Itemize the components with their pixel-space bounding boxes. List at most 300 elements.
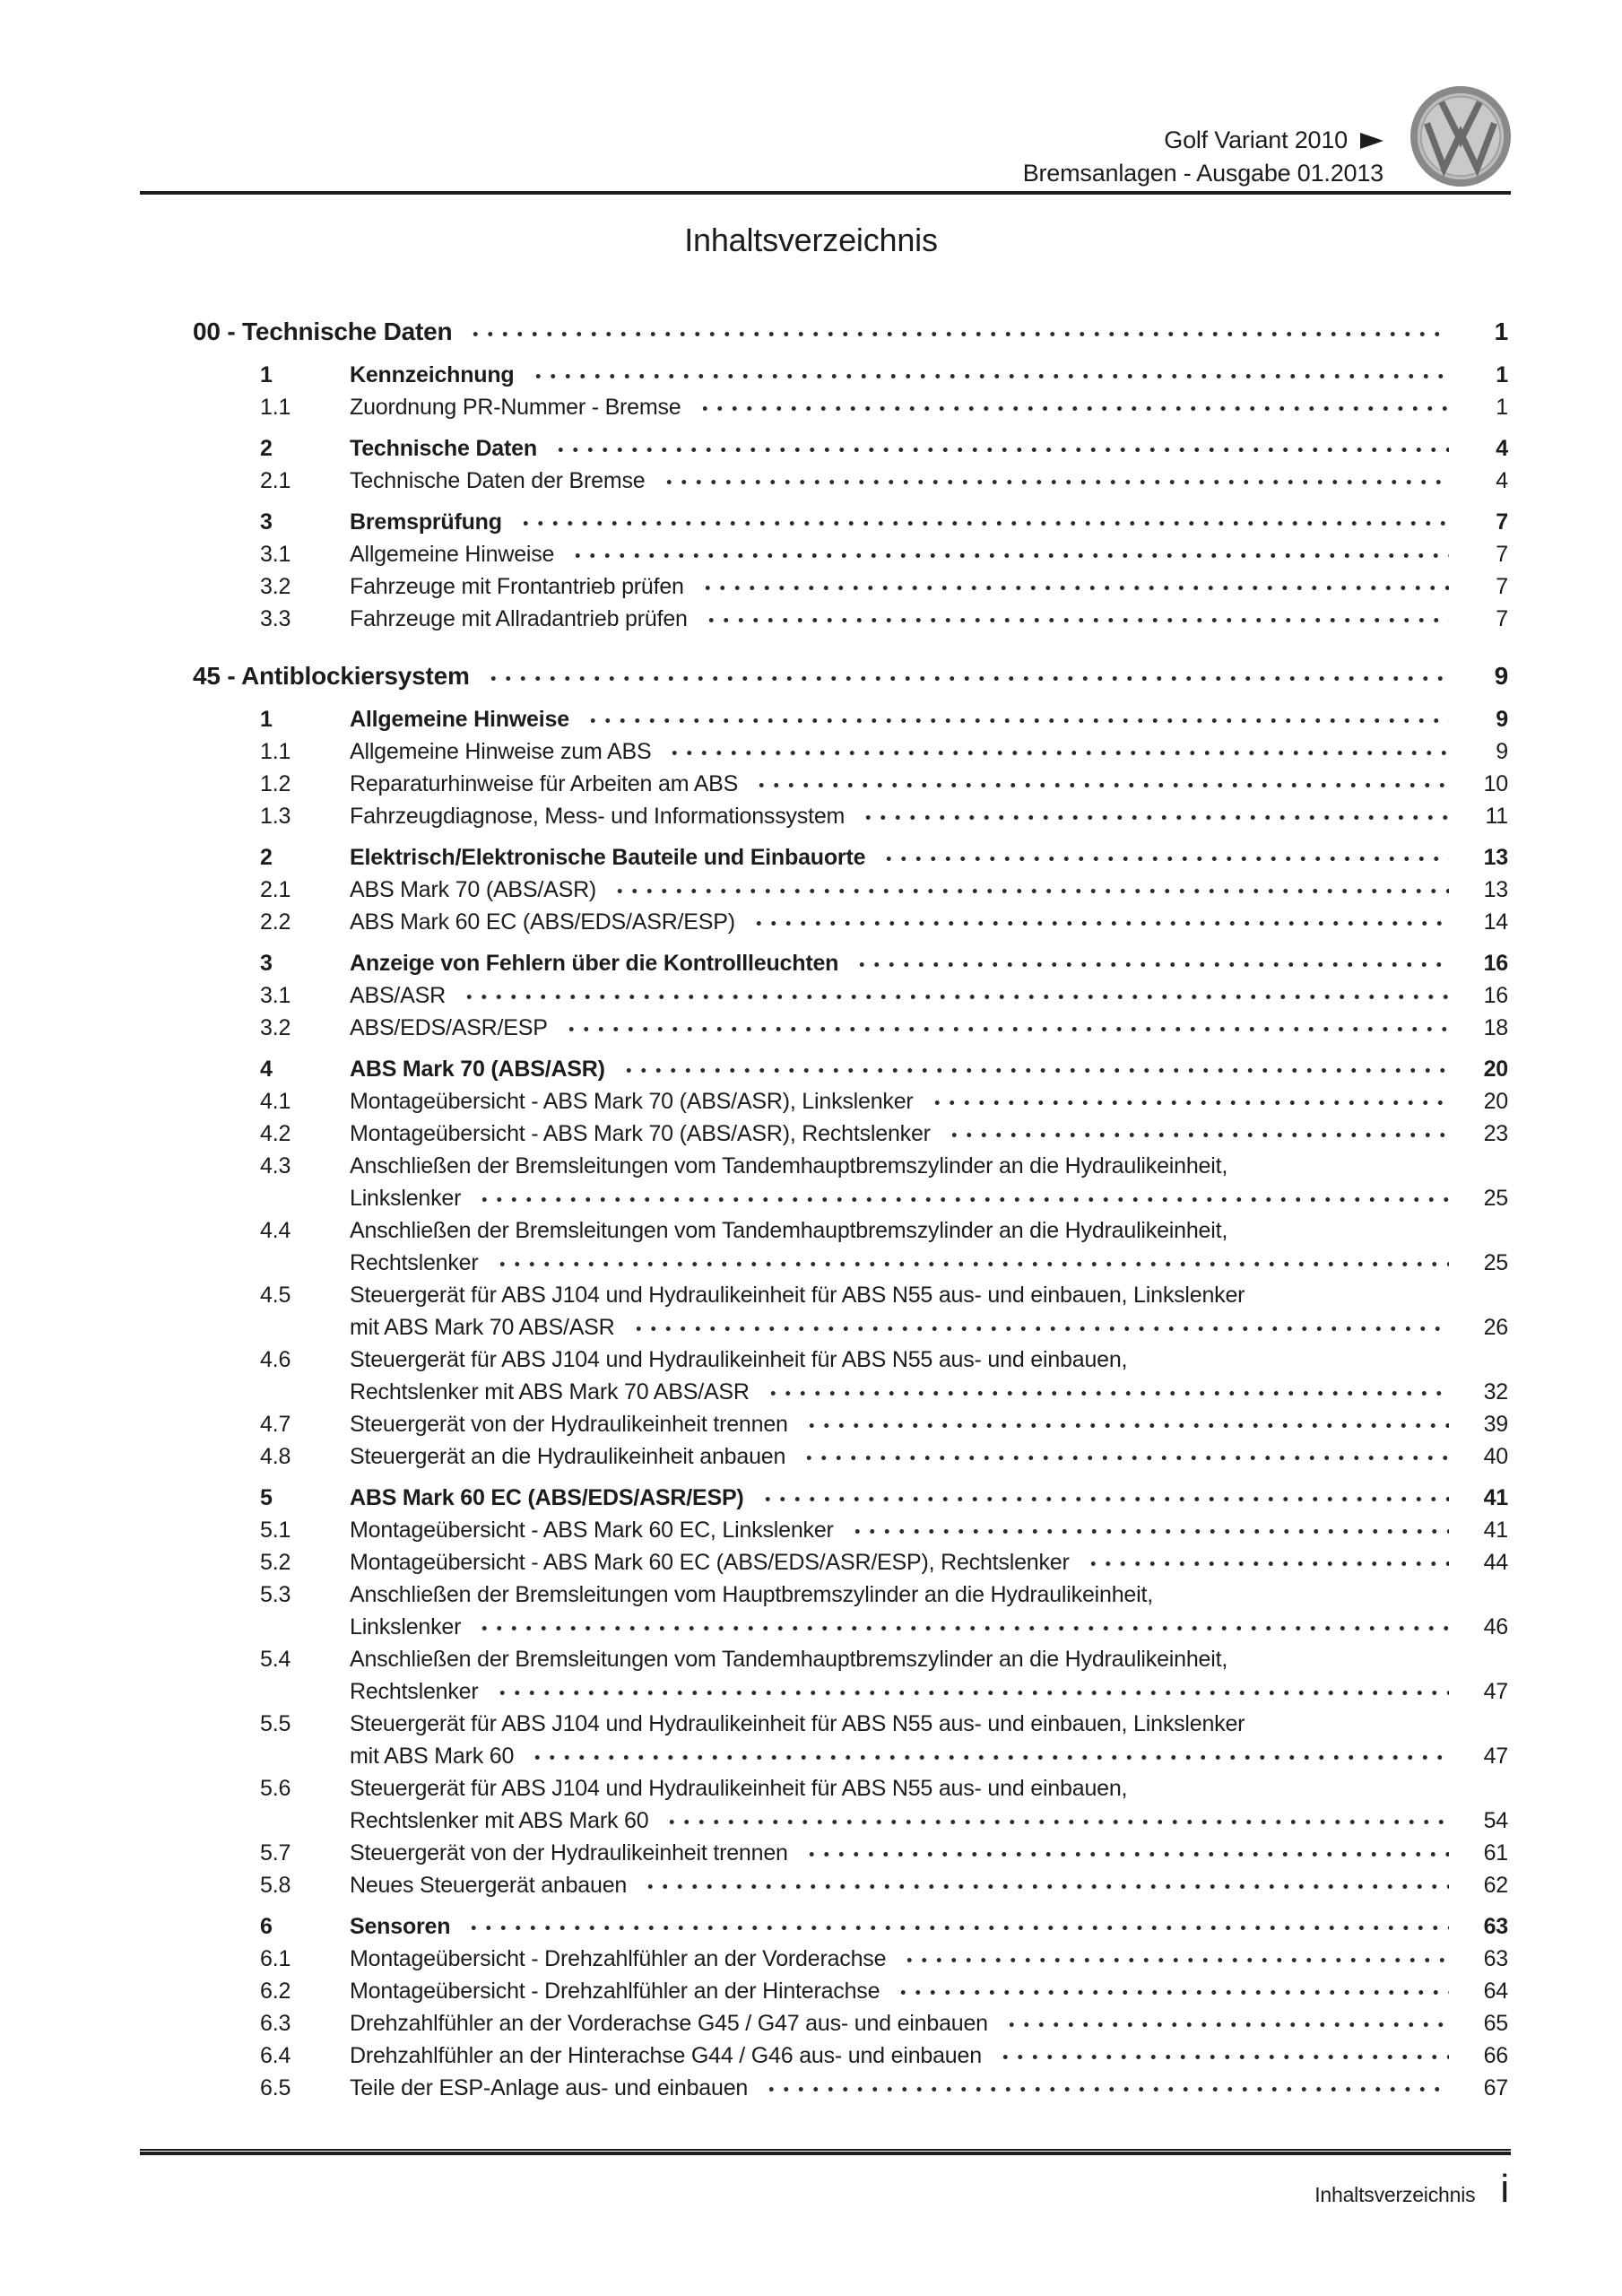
toc-entry-number: 3.1 xyxy=(260,542,291,567)
toc-entry-body xyxy=(350,947,1508,979)
toc-entry-number: 4 xyxy=(260,1057,273,1082)
toc-entry-line xyxy=(350,432,1508,465)
toc-entry[interactable] xyxy=(193,1085,1508,1118)
dot-leader xyxy=(1004,2007,1449,2039)
toc-entry-page: 64 xyxy=(1483,1979,1508,2004)
toc-entry-title: ABS Mark 60 EC (ABS/EDS/ASR/ESP) xyxy=(350,1485,744,1510)
toc-entry-body xyxy=(350,603,1508,635)
toc-entry-title: Drehzahlfühler an der Vorderachse G45 / G47 aus- und einbauen xyxy=(350,2011,988,2036)
toc-chapter-page: 9 xyxy=(1494,662,1508,690)
toc-entry-title: Anschließen der Bremsleitungen vom Tandemhauptbremszylinder an die Hydraulikeinheit, xyxy=(350,1153,1228,1178)
toc-entry-page: 40 xyxy=(1483,1444,1508,1469)
toc-entry-title: Bremsprüfung xyxy=(350,509,502,535)
dot-leader xyxy=(667,735,1449,768)
toc-entry-number: 4.2 xyxy=(260,1121,291,1146)
toc-entry-line xyxy=(350,1975,1508,2007)
toc-entry[interactable] xyxy=(193,1214,1508,1279)
toc-entry-body xyxy=(350,1643,1508,1708)
vw-logo-icon xyxy=(1410,86,1511,187)
toc-entry-title: Steuergerät von der Hydraulikeinheit trennen xyxy=(350,1840,788,1866)
toc-entry-line xyxy=(350,874,1508,906)
toc-entry-line xyxy=(350,359,1508,391)
toc-entry[interactable] xyxy=(193,1643,1508,1708)
dot-leader xyxy=(643,1869,1449,1901)
toc-entry-body xyxy=(350,1910,1508,1943)
toc-chapter-page: 1 xyxy=(1494,317,1508,345)
toc-entry-line xyxy=(350,1311,1508,1344)
toc-entry-line xyxy=(350,1643,1508,1675)
toc-entry-line xyxy=(350,1611,1508,1643)
toc-entry-page: 32 xyxy=(1483,1379,1508,1405)
toc-entry-line xyxy=(350,703,1508,735)
toc-entry-line xyxy=(350,391,1508,423)
toc-entry-title: Allgemeine Hinweise zum ABS xyxy=(350,739,652,764)
toc-entry-page: 7 xyxy=(1496,509,1508,535)
toc-entry-number: 4.3 xyxy=(260,1153,291,1178)
toc-entry-line xyxy=(350,841,1508,874)
toc-entry-line xyxy=(350,979,1508,1012)
toc-entry[interactable] xyxy=(193,1708,1508,1772)
toc-entry[interactable] xyxy=(193,603,1508,635)
toc-entry[interactable] xyxy=(193,2039,1508,2072)
toc-entry-page: 18 xyxy=(1483,1015,1508,1040)
toc-entry-body xyxy=(350,2007,1508,2039)
toc-entry[interactable] xyxy=(193,1408,1508,1440)
header-edition-line xyxy=(1023,157,1383,190)
toc-entry-line xyxy=(350,1482,1508,1514)
toc-entry-page: 4 xyxy=(1496,436,1508,461)
toc-entry[interactable] xyxy=(193,465,1508,497)
toc-entry-title: Kennzeichnung xyxy=(350,362,515,387)
toc-entry-title: ABS Mark 60 EC (ABS/EDS/ASR/ESP) xyxy=(350,909,735,935)
dot-leader xyxy=(930,1085,1449,1118)
toc-entry-number: 5.4 xyxy=(260,1647,291,1672)
toc-entry[interactable] xyxy=(193,1975,1508,2007)
toc-entry-line xyxy=(350,1805,1508,1837)
toc-entry-number: 6.3 xyxy=(260,2011,291,2036)
toc-entry-number: 3.3 xyxy=(260,606,291,631)
page-title: Inhaltsverzeichnis xyxy=(684,222,938,258)
toc-chapter-row[interactable] xyxy=(193,314,1508,350)
toc-entry-body xyxy=(350,1975,1508,2007)
toc-entry-number: 4.8 xyxy=(260,1444,291,1469)
toc-chapter-entries xyxy=(193,359,1508,635)
toc-entry[interactable] xyxy=(193,1440,1508,1473)
toc-entry-number: 4.6 xyxy=(260,1347,291,1372)
toc-entry[interactable] xyxy=(193,1578,1508,1643)
toc-entry[interactable] xyxy=(193,1053,1508,1085)
toc-entry-body xyxy=(350,1440,1508,1473)
toc-entry[interactable] xyxy=(193,570,1508,603)
toc-entry-page: 20 xyxy=(1483,1089,1508,1114)
dot-leader xyxy=(881,841,1449,874)
toc-entry-number: 1 xyxy=(260,707,273,732)
toc-entry-number: 1.3 xyxy=(260,804,291,829)
toc-entry-number: 1.1 xyxy=(260,395,291,420)
toc-entry-number: 5.2 xyxy=(260,1550,291,1575)
toc-entry-title-continued: Rechtslenker xyxy=(350,1679,479,1704)
toc-entry-page: 25 xyxy=(1483,1186,1508,1211)
toc-entry-line xyxy=(350,800,1508,832)
dot-leader xyxy=(998,2039,1449,2072)
dot-leader xyxy=(850,1514,1449,1546)
dot-leader xyxy=(466,1910,1449,1943)
dot-leader xyxy=(751,906,1449,938)
toc-entry-line xyxy=(350,768,1508,800)
toc-entry-number: 5.7 xyxy=(260,1840,291,1866)
toc-entry-line xyxy=(350,2039,1508,2072)
toc-entry-body xyxy=(350,506,1508,538)
toc-entry-number: 4.1 xyxy=(260,1089,291,1114)
toc-entry-body xyxy=(350,906,1508,938)
toc-entry-page: 16 xyxy=(1483,951,1508,976)
dot-leader xyxy=(495,1247,1450,1279)
toc-entry-title-continued: mit ABS Mark 60 xyxy=(350,1744,515,1769)
dot-leader xyxy=(861,800,1449,832)
toc-entry-number: 4.5 xyxy=(260,1283,291,1308)
dot-leader xyxy=(631,1311,1449,1344)
toc-entry-line xyxy=(350,1150,1508,1182)
toc-entry-page: 39 xyxy=(1483,1412,1508,1437)
dot-leader xyxy=(477,1182,1449,1214)
toc-entry-number: 3 xyxy=(260,509,273,535)
toc-entry[interactable] xyxy=(193,1869,1508,1901)
dot-leader xyxy=(612,874,1449,906)
dot-leader xyxy=(902,1943,1449,1975)
toc-entry-title: Anschließen der Bremsleitungen vom Hauptbremszylinder an die Hydraulikeinheit, xyxy=(350,1582,1153,1607)
toc-entry-page: 7 xyxy=(1496,542,1508,567)
toc-entry[interactable] xyxy=(193,1837,1508,1869)
toc-entry-body xyxy=(350,1214,1508,1279)
toc-entry[interactable] xyxy=(193,735,1508,768)
toc-entry[interactable] xyxy=(193,874,1508,906)
toc-entry-page: 63 xyxy=(1483,1914,1508,1939)
toc-entry[interactable] xyxy=(193,359,1508,391)
toc-entry[interactable] xyxy=(193,1344,1508,1408)
toc-entry-number: 6 xyxy=(260,1914,273,1939)
dot-leader xyxy=(704,603,1449,635)
toc-entry-page: 4 xyxy=(1496,468,1508,493)
toc-entry-page: 47 xyxy=(1483,1744,1508,1769)
toc-entry-line xyxy=(350,1247,1508,1279)
toc-entry-body xyxy=(350,1012,1508,1044)
dot-leader xyxy=(585,703,1449,735)
toc-entry-line xyxy=(350,538,1508,570)
dot-leader xyxy=(564,1012,1449,1044)
toc-entry-page: 10 xyxy=(1483,771,1508,796)
toc-entry[interactable] xyxy=(193,1546,1508,1578)
toc-entry-line xyxy=(350,570,1508,603)
toc-entry-title: Steuergerät für ABS J104 und Hydraulikeinheit für ABS N55 aus- und einbauen, xyxy=(350,1347,1128,1372)
toc-entry[interactable] xyxy=(193,2072,1508,2104)
toc-entry-body xyxy=(350,1514,1508,1546)
toc-entry[interactable] xyxy=(193,432,1508,465)
toc-entry-page: 67 xyxy=(1483,2075,1508,2100)
toc-chapter-label: 45 - Antiblockiersystem xyxy=(193,662,470,690)
toc-entry-page: 9 xyxy=(1496,739,1508,764)
toc-entry-body xyxy=(350,1150,1508,1214)
toc-entry-page: 44 xyxy=(1483,1550,1508,1575)
toc-entry-title: Montageübersicht - ABS Mark 70 (ABS/ASR), Linkslenker xyxy=(350,1089,914,1114)
toc-entry-number: 1.2 xyxy=(260,771,291,796)
toc-entry-title: ABS Mark 70 (ABS/ASR) xyxy=(350,877,597,902)
toc-entry-page: 26 xyxy=(1483,1315,1508,1340)
dot-leader xyxy=(621,1053,1449,1085)
toc-entry-page: 66 xyxy=(1483,2043,1508,2068)
toc-entry-page: 46 xyxy=(1483,1614,1508,1639)
dot-leader xyxy=(754,768,1449,800)
table-of-contents xyxy=(193,314,1508,2104)
toc-entry-line xyxy=(350,1837,1508,1869)
toc-entry[interactable] xyxy=(193,841,1508,874)
toc-entry-number: 6.4 xyxy=(260,2043,291,2068)
toc-entry-title: Anschließen der Bremsleitungen vom Tandemhauptbremszylinder an die Hydraulikeinheit, xyxy=(350,1218,1228,1243)
toc-entry-title: Teile der ESP-Anlage aus- und einbauen xyxy=(350,2075,749,2100)
toc-entry[interactable] xyxy=(193,1279,1508,1344)
toc-entry-line xyxy=(350,1514,1508,1546)
toc-entry-title: Steuergerät für ABS J104 und Hydraulikeinheit für ABS N55 aus- und einbauen, xyxy=(350,1776,1128,1801)
dot-leader xyxy=(804,1837,1449,1869)
toc-entry-title: Steuergerät an die Hydraulikeinheit anbauen xyxy=(350,1444,786,1469)
toc-entry[interactable] xyxy=(193,1943,1508,1975)
toc-entry-line xyxy=(350,2072,1508,2104)
dot-leader xyxy=(495,1675,1450,1708)
right-arrowhead-icon xyxy=(1360,133,1383,149)
document-footer xyxy=(1314,2167,1509,2212)
dot-leader xyxy=(553,432,1449,465)
toc-entry[interactable] xyxy=(193,703,1508,735)
footer-divider xyxy=(140,2149,1511,2155)
toc-entry-body xyxy=(350,703,1508,735)
toc-entry-body xyxy=(350,391,1508,423)
toc-entry-body xyxy=(350,1869,1508,1901)
toc-entry-number: 6.2 xyxy=(260,1979,291,2004)
toc-entry-number: 5.6 xyxy=(260,1776,291,1801)
toc-entry-page: 14 xyxy=(1483,909,1508,935)
toc-entry-number: 4.7 xyxy=(260,1412,291,1437)
dot-leader xyxy=(462,979,1449,1012)
dot-leader xyxy=(468,314,1449,350)
toc-entry-body xyxy=(350,1118,1508,1150)
toc-entry-body xyxy=(350,735,1508,768)
toc-entry[interactable] xyxy=(193,947,1508,979)
dot-leader xyxy=(764,2072,1449,2104)
toc-entry-title: Allgemeine Hinweise xyxy=(350,707,569,732)
toc-entry[interactable] xyxy=(193,1150,1508,1214)
toc-entry-page: 63 xyxy=(1483,1946,1508,1971)
toc-entry[interactable] xyxy=(193,800,1508,832)
toc-entry-number: 2.1 xyxy=(260,877,291,902)
toc-entry-title: Allgemeine Hinweise xyxy=(350,542,555,567)
toc-entry-body xyxy=(350,1279,1508,1344)
toc-entry-number: 6.5 xyxy=(260,2075,291,2100)
toc-entry[interactable] xyxy=(193,391,1508,423)
toc-entry-title: Zuordnung PR-Nummer - Bremse xyxy=(350,395,681,420)
toc-entry-line xyxy=(350,1214,1508,1247)
toc-entry-body xyxy=(350,768,1508,800)
toc-entry-body xyxy=(350,2072,1508,2104)
toc-entry-body xyxy=(350,1837,1508,1869)
dot-leader xyxy=(947,1118,1449,1150)
toc-entry-title-continued: mit ABS Mark 70 ABS/ASR xyxy=(350,1315,615,1340)
toc-entry-line xyxy=(350,1408,1508,1440)
toc-entry[interactable] xyxy=(193,1514,1508,1546)
toc-entry[interactable] xyxy=(193,506,1508,538)
toc-entry-body xyxy=(350,570,1508,603)
header-model-line xyxy=(1023,124,1383,157)
toc-entry-body xyxy=(350,1408,1508,1440)
toc-entry-page: 16 xyxy=(1483,983,1508,1008)
toc-entry[interactable] xyxy=(193,1482,1508,1514)
dot-leader xyxy=(477,1611,1449,1643)
toc-entry-title-continued: Rechtslenker mit ABS Mark 70 ABS/ASR xyxy=(350,1379,750,1405)
toc-entry-number: 4.4 xyxy=(260,1218,291,1243)
toc-entry-number: 3.2 xyxy=(260,574,291,599)
toc-entry-body xyxy=(350,1482,1508,1514)
dot-leader xyxy=(760,1482,1449,1514)
toc-entry-title: Fahrzeuge mit Frontantrieb prüfen xyxy=(350,574,684,599)
toc-entry-title: Fahrzeugdiagnose, Mess- und Informationssystem xyxy=(350,804,846,829)
dot-leader xyxy=(570,538,1449,570)
toc-entry-line xyxy=(350,506,1508,538)
dot-leader xyxy=(804,1408,1449,1440)
toc-entry-page: 1 xyxy=(1496,395,1508,420)
toc-entry-line xyxy=(350,2007,1508,2039)
toc-entry-page: 9 xyxy=(1496,707,1508,732)
toc-entry-line xyxy=(350,735,1508,768)
toc-entry-body xyxy=(350,1053,1508,1085)
dot-leader xyxy=(486,658,1449,694)
header-edition-text: Bremsanlagen - Ausgabe 01.2013 xyxy=(1022,160,1383,187)
toc-entry[interactable] xyxy=(193,1012,1508,1044)
toc-entry-number: 3 xyxy=(260,951,273,976)
toc-entry-body xyxy=(350,800,1508,832)
toc-entry-title: Sensoren xyxy=(350,1914,451,1939)
dot-leader xyxy=(896,1975,1449,2007)
toc-entry-title: Steuergerät für ABS J104 und Hydraulikeinheit für ABS N55 aus- und einbauen, Linkslenker xyxy=(350,1283,1245,1308)
toc-chapter-row[interactable] xyxy=(193,658,1508,694)
footer-section-label: Inhaltsverzeichnis xyxy=(1314,2183,1476,2206)
toc-entry-page: 7 xyxy=(1496,574,1508,599)
toc-entry-number: 2 xyxy=(260,436,273,461)
dot-leader xyxy=(1086,1546,1449,1578)
toc-entry-page: 13 xyxy=(1483,877,1508,902)
toc-entry-page: 62 xyxy=(1483,1873,1508,1898)
toc-entry-title: Montageübersicht - ABS Mark 70 (ABS/ASR), Rechtslenker xyxy=(350,1121,931,1146)
toc-entry-page: 25 xyxy=(1483,1250,1508,1275)
toc-entry-page: 65 xyxy=(1483,2011,1508,2036)
toc-entry-line xyxy=(350,1053,1508,1085)
header-divider xyxy=(140,191,1511,195)
toc-entry[interactable] xyxy=(193,1910,1508,1943)
toc-entry-title: ABS/ASR xyxy=(350,983,446,1008)
toc-entry-number: 2.2 xyxy=(260,909,291,935)
toc-entry-body xyxy=(350,1546,1508,1578)
toc-entry-line xyxy=(350,1344,1508,1376)
toc-entry-body xyxy=(350,1085,1508,1118)
toc-chapter xyxy=(193,658,1508,2104)
toc-entry[interactable] xyxy=(193,979,1508,1012)
toc-entry-title: Neues Steuergerät anbauen xyxy=(350,1873,628,1898)
toc-entry-title: Fahrzeuge mit Allradantrieb prüfen xyxy=(350,606,688,631)
toc-entry-line xyxy=(350,1943,1508,1975)
toc-entry-line xyxy=(350,1546,1508,1578)
toc-chapter-label: 00 - Technische Daten xyxy=(193,317,453,345)
toc-entry-title-continued: Linkslenker xyxy=(350,1614,462,1639)
toc-entry-number: 5.1 xyxy=(260,1518,291,1543)
toc-entry-title: Reparaturhinweise für Arbeiten am ABS xyxy=(350,771,739,796)
toc-entry-page: 13 xyxy=(1483,845,1508,870)
toc-entry-number: 5.8 xyxy=(260,1873,291,1898)
toc-entry-line xyxy=(350,906,1508,938)
toc-entry-body xyxy=(350,432,1508,465)
toc-entry-body xyxy=(350,841,1508,874)
toc-entry[interactable] xyxy=(193,906,1508,938)
toc-entry-page: 54 xyxy=(1483,1808,1508,1833)
toc-entry-title: Montageübersicht - ABS Mark 60 EC (ABS/EDS/ASR/ESP), Rechtslenker xyxy=(350,1550,1070,1575)
toc-entry[interactable] xyxy=(193,1772,1508,1837)
toc-entry-number: 5 xyxy=(260,1485,273,1510)
toc-entry-number: 5.3 xyxy=(260,1582,291,1607)
toc-entry-page: 41 xyxy=(1483,1518,1508,1543)
toc-entry-line xyxy=(350,947,1508,979)
header-model-text: Golf Variant 2010 xyxy=(1164,126,1348,153)
toc-entry[interactable] xyxy=(193,538,1508,570)
toc-entry-body xyxy=(350,538,1508,570)
dot-leader xyxy=(664,1805,1449,1837)
toc-entry[interactable] xyxy=(193,2007,1508,2039)
toc-entry-body xyxy=(350,2039,1508,2072)
toc-entry-number: 3.1 xyxy=(260,983,291,1008)
toc-entry-line xyxy=(350,1012,1508,1044)
toc-entry-number: 5.5 xyxy=(260,1711,291,1736)
toc-entry-title: ABS Mark 70 (ABS/ASR) xyxy=(350,1057,605,1082)
toc-entry-title: Anschließen der Bremsleitungen vom Tandemhauptbremszylinder an die Hydraulikeinheit, xyxy=(350,1647,1228,1672)
dot-leader xyxy=(531,359,1449,391)
toc-entry-title-continued: Linkslenker xyxy=(350,1186,462,1211)
toc-entry-number: 6.1 xyxy=(260,1946,291,1971)
toc-entry-page: 41 xyxy=(1483,1485,1508,1510)
toc-entry-body xyxy=(350,979,1508,1012)
toc-entry-line xyxy=(350,1440,1508,1473)
toc-entry-body xyxy=(350,359,1508,391)
toc-entry[interactable] xyxy=(193,768,1508,800)
toc-entry-body xyxy=(350,465,1508,497)
toc-entry-title: Drehzahlfühler an der Hinterachse G44 / G46 aus- und einbauen xyxy=(350,2043,982,2068)
dot-leader xyxy=(700,570,1449,603)
toc-entry-line xyxy=(350,1578,1508,1611)
toc-entry-number: 2.1 xyxy=(260,468,291,493)
toc-entry-line xyxy=(350,1085,1508,1118)
toc-entry-line xyxy=(350,1910,1508,1943)
toc-entry-body xyxy=(350,1772,1508,1837)
toc-entry-title: ABS/EDS/ASR/ESP xyxy=(350,1015,548,1040)
toc-entry-page: 23 xyxy=(1483,1121,1508,1146)
dot-leader xyxy=(518,506,1449,538)
toc-entry[interactable] xyxy=(193,1118,1508,1150)
toc-entry-title: Montageübersicht - Drehzahlfühler an der Hinterachse xyxy=(350,1979,880,2004)
toc-chapter xyxy=(193,314,1508,635)
toc-entry-title-continued: Rechtslenker mit ABS Mark 60 xyxy=(350,1808,649,1833)
toc-entry-title: Elektrisch/Elektronische Bauteile und Einbauorte xyxy=(350,845,866,870)
toc-entry-number: 1.1 xyxy=(260,739,291,764)
dot-leader xyxy=(698,391,1449,423)
toc-entry-body xyxy=(350,874,1508,906)
toc-entry-line xyxy=(350,603,1508,635)
toc-entry-title-continued: Rechtslenker xyxy=(350,1250,479,1275)
dot-leader xyxy=(854,947,1449,979)
toc-entry-title: Technische Daten xyxy=(350,436,537,461)
